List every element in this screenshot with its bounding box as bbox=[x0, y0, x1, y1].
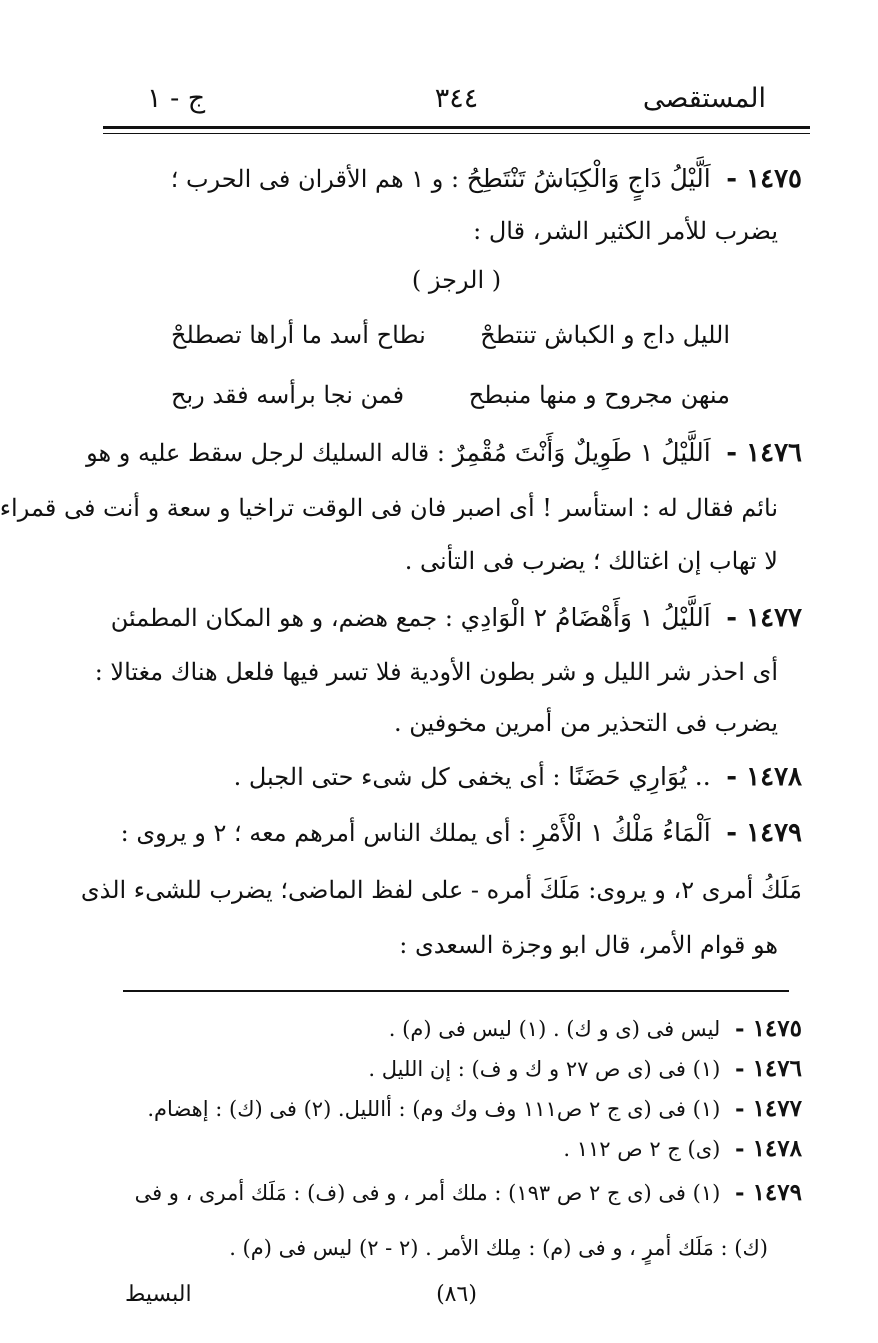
footnote-number: ١٤٧٧ - bbox=[735, 1095, 802, 1122]
footnote-rule bbox=[123, 990, 789, 992]
entry-commentary: : و ١ هم الأقران فى الحرب ؛ bbox=[170, 165, 460, 193]
entry-number: ١٤٧٦ - bbox=[726, 438, 802, 468]
proverb-text: اَللَّيْلُ ١ وَأَهْضَامُ ٢ الْوَادِي bbox=[460, 603, 711, 632]
proverb-text: اَلَّيْلُ دَاجٍ وَالْكِبَاشُ تَنْتَطِحُ bbox=[466, 164, 711, 193]
footnote-text: (ى) ج ٢ ص ١١٢ . bbox=[563, 1137, 721, 1161]
entry-number: ١٤٧٨ - bbox=[726, 762, 802, 792]
entry-1479-line-2: مَلَكُ أمرى ٢، و يروى: مَلَكَ أمره - على لفظ الماضى؛ يضرب للشىء الذى bbox=[80, 876, 802, 904]
entry-number: ١٤٧٧ - bbox=[726, 603, 802, 633]
entry-commentary: : أى يخفى كل شىء حتى الجبل . bbox=[233, 763, 561, 791]
footnote-1478 bbox=[111, 1134, 802, 1164]
footer-signature: البسيط bbox=[125, 1282, 192, 1307]
entry-1476-line-3: لا تهاب إن اغتالك ؛ يضرب فى التأنى . bbox=[404, 547, 778, 575]
volume-label: ج - ١ bbox=[147, 83, 206, 114]
footnote-number: ١٤٧٥ - bbox=[735, 1015, 802, 1042]
footnote-1477 bbox=[111, 1094, 802, 1124]
footnote-1479 bbox=[111, 1178, 802, 1208]
entry-1476-line-2: نائم فقال له : استأسر ! أى اصبر فان فى الوقت تراخيا و سعة و أنت فى قمراء bbox=[0, 494, 778, 522]
footnote-text: (١) فى (ى ج ٢ ص ١٩٣) : ملك أمر ، و فى (ف) : مَلَك أمرى ، و فى bbox=[134, 1181, 721, 1205]
footer-page-ref: (٨٦) bbox=[436, 1282, 477, 1307]
footnote-number: ١٤٧٩ - bbox=[735, 1179, 802, 1206]
proverb-text: اَلْمَاءُ مَلْكُ ١ الْأَمْرِ bbox=[533, 818, 711, 847]
poem-meter: ( الرجز ) bbox=[411, 266, 502, 294]
entry-commentary: : أى يملك الناس أمرهم معه ؛ ٢ و يروى : bbox=[120, 819, 527, 847]
header-rule-thin bbox=[103, 133, 810, 134]
verse-1-first-hemistich: الليل داج و الكباش تنتطحْ bbox=[480, 321, 730, 349]
entry-1475-line-1 bbox=[111, 162, 802, 196]
page-number: ٣٤٤ bbox=[434, 83, 479, 114]
header-rule-thick bbox=[103, 126, 810, 129]
verse-2-second-hemistich: فمن نجا برأسه فقد ربح bbox=[171, 381, 405, 409]
footnote-1476 bbox=[111, 1054, 802, 1084]
entry-commentary: : قاله السليك لرجل سقط عليه و هو bbox=[86, 439, 445, 467]
proverb-text: .. يُوَارِي حَضَنًا bbox=[568, 762, 711, 791]
entry-1476-line-1 bbox=[86, 436, 802, 470]
entry-1477-line-2: أى احذر شر الليل و شر بطون الأودية فلا تسر فيها فلعل هناك مغتالا : bbox=[94, 658, 778, 686]
footnote-1479-continued: (ك) : مَلَك أمرٍ ، و فى (م) : مِلك الأمر . (٢ - ٢) ليس فى (م) . bbox=[229, 1236, 768, 1260]
entry-number: ١٤٧٥ - bbox=[726, 164, 802, 194]
entry-number: ١٤٧٩ - bbox=[726, 818, 802, 848]
entry-1475-line-2: يضرب للأمر الكثير الشر، قال : bbox=[473, 217, 778, 245]
entry-1478-line-1 bbox=[111, 760, 802, 794]
footnote-number: ١٤٧٦ - bbox=[735, 1055, 802, 1082]
entry-commentary: : جمع هضم، و هو المكان المطمئن bbox=[110, 604, 453, 632]
footnote-text: ليس فى (ى و ك) . (١) ليس فى (م) . bbox=[388, 1017, 721, 1041]
footnote-number: ١٤٧٨ - bbox=[735, 1135, 802, 1162]
entry-1479-line-1 bbox=[111, 816, 802, 850]
footnote-text: (١) فى (ى ص ٢٧ و ك و ف) : إن الليل . bbox=[368, 1057, 721, 1081]
entry-1477-line-3: يضرب فى التحذير من أمرين مخوفين . bbox=[393, 709, 778, 737]
footnote-1475 bbox=[111, 1014, 802, 1044]
footnote-text: (١) فى (ى ج ٢ ص١١١ وف وك وم) : أالليل. (٢) فى (ك) : إهضام. bbox=[147, 1097, 721, 1121]
running-title: المستقصى bbox=[642, 83, 766, 114]
entry-1477-line-1 bbox=[111, 601, 802, 635]
verse-2-first-hemistich: منهن مجروح و منها منبطح bbox=[468, 381, 730, 409]
verse-1-second-hemistich: نطاح أسد ما أراها تصطلحْ bbox=[171, 321, 426, 349]
proverb-text: اَللَّيْلُ ١ طَوِيلٌ وَأَنْتَ مُقْمِرٌ bbox=[452, 438, 711, 467]
entry-1479-line-3: هو قوام الأمر، قال ابو وجزة السعدى : bbox=[399, 931, 778, 959]
